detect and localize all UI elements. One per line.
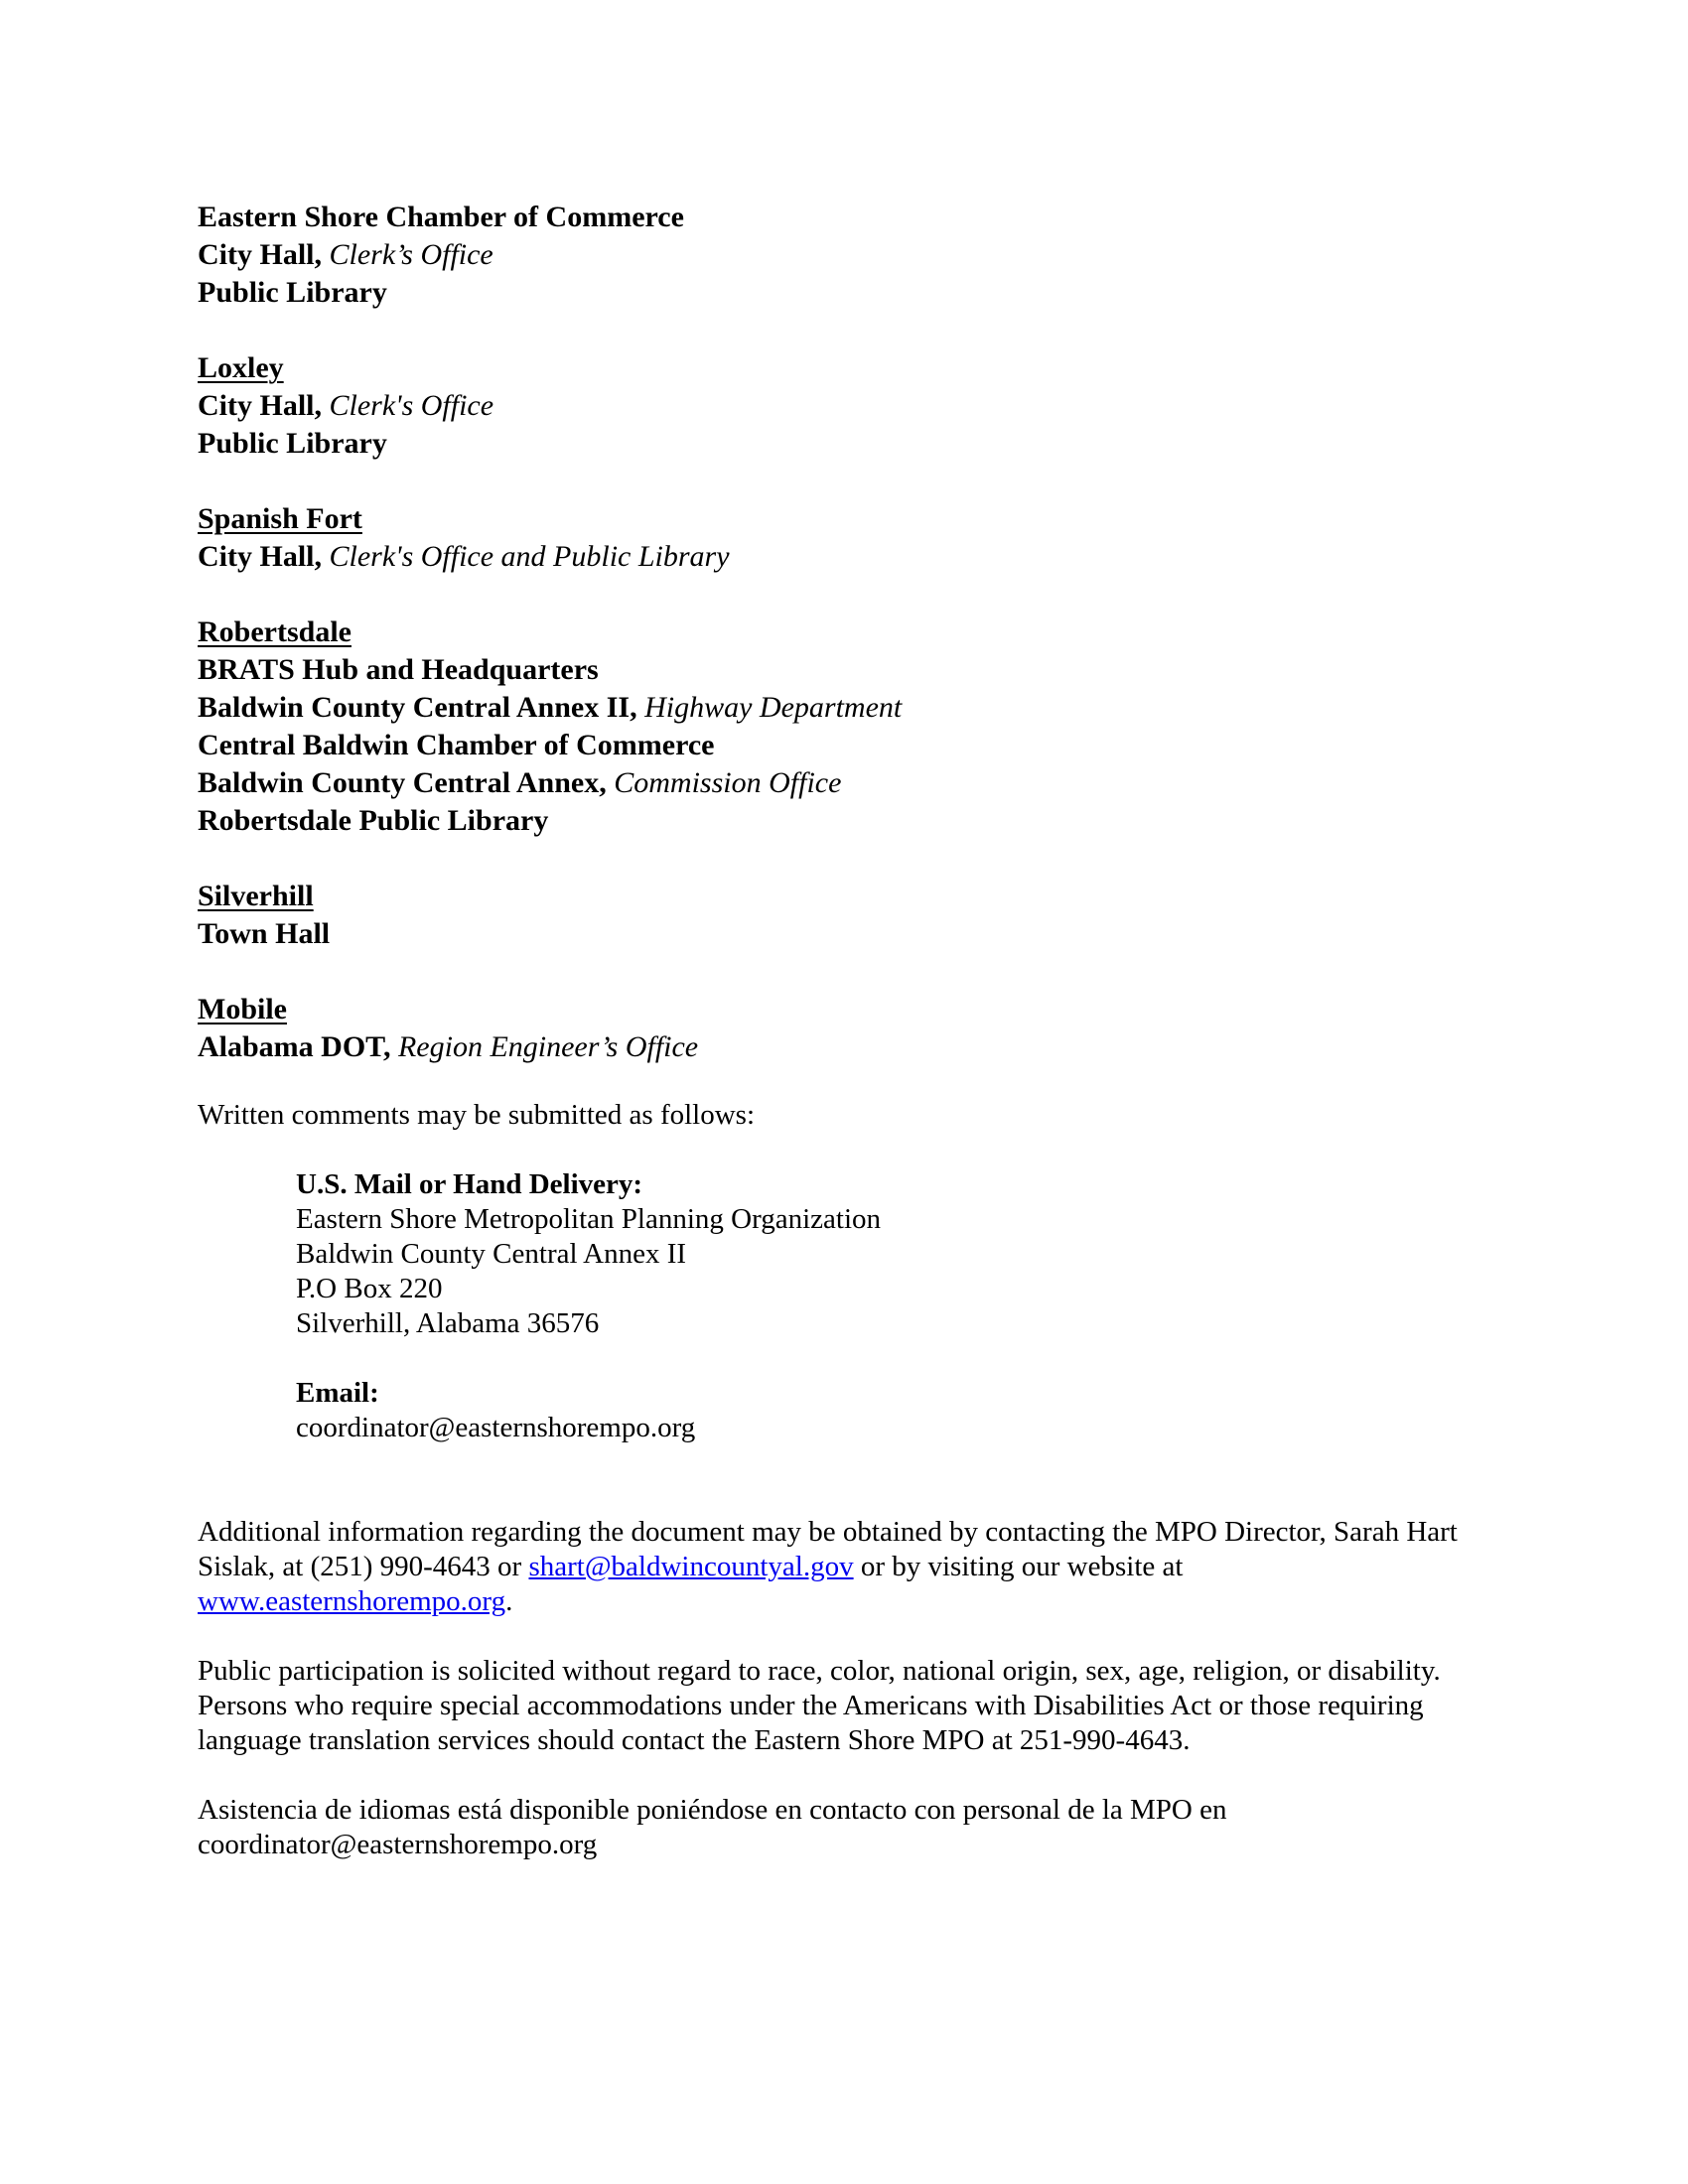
location-line bbox=[198, 651, 1488, 689]
spanish-notice-email: coordinator@easternshorempo.org bbox=[198, 1829, 598, 1860]
location-name: City Hall, bbox=[198, 389, 322, 422]
location-line bbox=[198, 199, 1488, 236]
additional-info-paragraph bbox=[198, 1515, 1478, 1619]
director-email-link[interactable]: shart@baldwincountyal.gov bbox=[528, 1551, 854, 1582]
comments-intro: Written comments may be submitted as follows: bbox=[198, 1099, 756, 1131]
location-group-eastern-shore bbox=[198, 199, 1488, 312]
location-line bbox=[198, 274, 1488, 312]
location-name: Alabama DOT, bbox=[198, 1030, 391, 1063]
location-office: Clerk's Office and Public Library bbox=[329, 540, 730, 573]
address-line: Eastern Shore Metropolitan Planning Organization bbox=[296, 1203, 882, 1235]
town-name: Silverhill bbox=[198, 880, 314, 912]
additional-info-text: or by visiting our website at bbox=[853, 1551, 1184, 1582]
location-name: Central Baldwin Chamber of Commerce bbox=[198, 729, 715, 761]
location-office: Highway Department bbox=[644, 691, 903, 724]
town-heading bbox=[198, 878, 1488, 915]
location-group-silverhill bbox=[198, 878, 1488, 953]
location-name: Public Library bbox=[198, 427, 387, 460]
location-name: Town Hall bbox=[198, 917, 331, 950]
spanish-notice bbox=[198, 1793, 1488, 1862]
participation-paragraph: Public participation is solicited without regard to race, color, national origin, sex, age, religion, or disability. Persons who require special accommodations under the Americans with Disabilities Act or those requiring language translation services should contact the Eastern Shore MPO at 251-990-4643. bbox=[198, 1655, 1441, 1756]
location-name: Public Library bbox=[198, 276, 387, 309]
location-line bbox=[198, 425, 1488, 463]
town-name: Loxley bbox=[198, 351, 284, 384]
address-line: Silverhill, Alabama 36576 bbox=[296, 1307, 600, 1339]
document-page bbox=[198, 199, 1488, 1862]
location-line bbox=[198, 915, 1488, 953]
mail-heading: U.S. Mail or Hand Delivery: bbox=[296, 1168, 643, 1200]
email-heading: Email: bbox=[296, 1377, 379, 1409]
town-name: Mobile bbox=[198, 993, 287, 1025]
location-line bbox=[198, 538, 1488, 576]
location-office: Clerk's Office bbox=[329, 389, 494, 422]
town-name: Robertsdale bbox=[198, 615, 352, 648]
location-name: Baldwin County Central Annex, bbox=[198, 766, 607, 799]
location-office: Region Engineer’s Office bbox=[397, 1030, 699, 1063]
town-heading bbox=[198, 349, 1488, 387]
location-name: Robertsdale Public Library bbox=[198, 804, 549, 837]
location-line bbox=[198, 1028, 1488, 1066]
additional-info-text: . bbox=[505, 1585, 513, 1617]
location-line bbox=[198, 689, 1488, 727]
location-office: Commission Office bbox=[614, 766, 842, 799]
address-line: Baldwin County Central Annex II bbox=[296, 1238, 687, 1270]
location-group-robertsdale bbox=[198, 614, 1488, 840]
location-group-loxley bbox=[198, 349, 1488, 463]
location-line bbox=[198, 764, 1488, 802]
town-heading bbox=[198, 614, 1488, 651]
address-line: P.O Box 220 bbox=[296, 1273, 443, 1304]
location-line bbox=[198, 387, 1488, 425]
mail-address-block bbox=[296, 1167, 1488, 1341]
location-name: City Hall, bbox=[198, 238, 322, 271]
email-block bbox=[296, 1376, 1488, 1445]
location-line bbox=[198, 236, 1488, 274]
website-link[interactable]: www.easternshorempo.org bbox=[198, 1585, 506, 1617]
town-heading bbox=[198, 500, 1488, 538]
town-heading bbox=[198, 991, 1488, 1028]
location-group-spanish-fort bbox=[198, 500, 1488, 576]
town-name: Spanish Fort bbox=[198, 502, 362, 535]
location-name: Baldwin County Central Annex II, bbox=[198, 691, 637, 724]
email-address: coordinator@easternshorempo.org bbox=[296, 1412, 696, 1443]
location-name: Eastern Shore Chamber of Commerce bbox=[198, 201, 684, 233]
location-name: BRATS Hub and Headquarters bbox=[198, 653, 599, 686]
location-group-mobile bbox=[198, 991, 1488, 1066]
location-name: City Hall, bbox=[198, 540, 322, 573]
location-line bbox=[198, 802, 1488, 840]
location-line bbox=[198, 727, 1488, 764]
location-office: Clerk’s Office bbox=[329, 238, 493, 271]
spanish-notice-line: Asistencia de idiomas está disponible poniéndose en contacto con personal de la MPO en bbox=[198, 1794, 1227, 1826]
additional-info-text: Additional information regarding the document may be obtained by contacting the MPO Director, Sarah Hart Sislak, at (251) 990-4643 or bbox=[198, 1516, 1458, 1582]
